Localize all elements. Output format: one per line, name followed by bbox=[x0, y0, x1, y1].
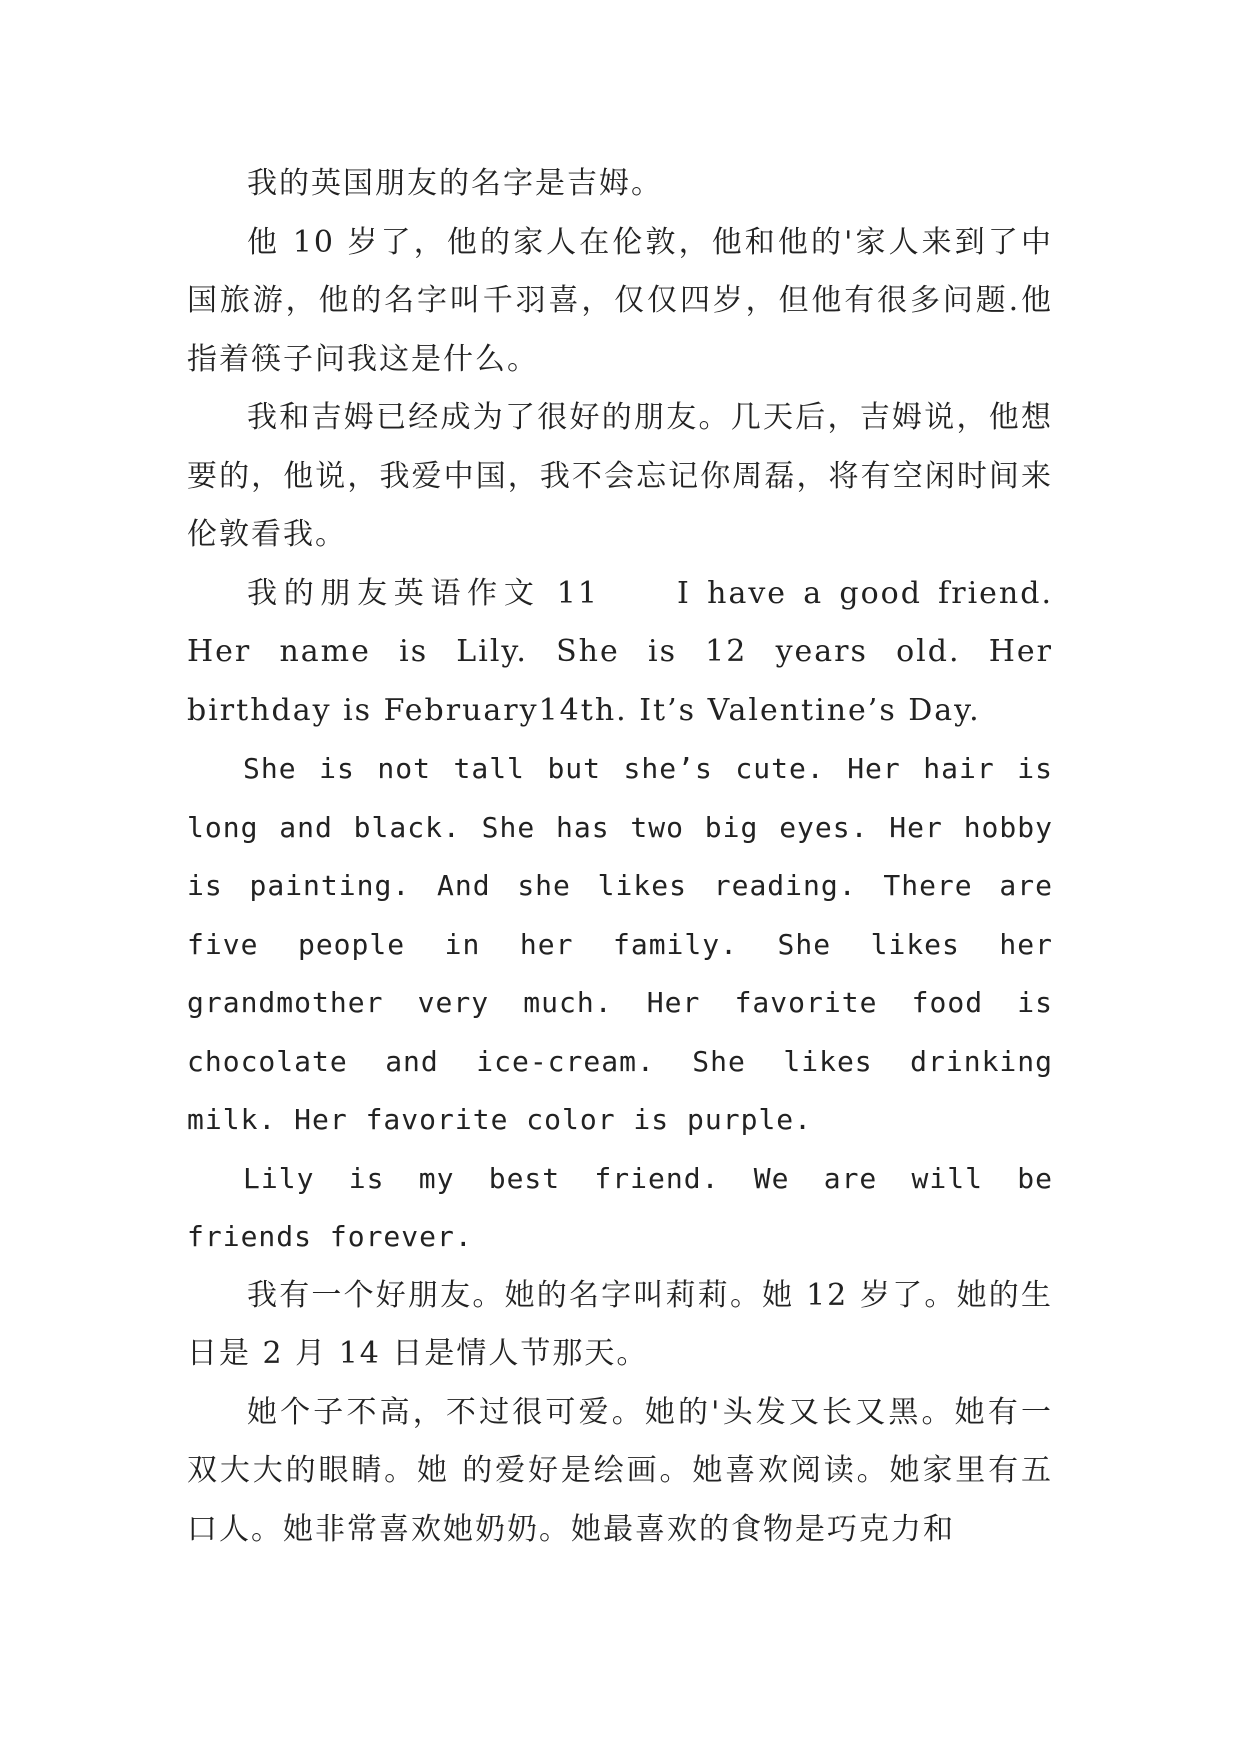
paragraph-1: 我的英国朋友的名字是吉姆。 bbox=[247, 166, 663, 201]
document-body bbox=[187, 155, 1053, 1559]
paragraph-6: Lily is my best friend. We are will be friends forever. bbox=[187, 1161, 1053, 1253]
paragraph-5: She is not tall but she’s cute. Her hair is long and black. She has two big eyes. Her hobby is painting. And she likes reading. There are five people in her family. She likes her grandmother very much. Her favorite food is chocolate and ice-cream. She likes drinking milk. Her favorite color is purple. bbox=[187, 752, 1053, 1136]
paragraph-3: 我和吉姆已经成为了很好的朋友。几天后，吉姆说，他想要的，他说，我爱中国，我不会忘记你周磊，将有空闲时间来伦敦看我。 bbox=[187, 400, 1053, 552]
paragraph-2: 他 10 岁了，他的家人在伦敦，他和他的'家人来到了中国旅游，他的名字叫千羽喜，仅仅四岁，但他有很多问题.他指着筷子问我这是什么。 bbox=[187, 224, 1053, 377]
paragraph-4: 我的朋友英语作文 11 I have a good friend. Her name is Lily. She is 12 years old. Her birthday is February14th. It’s Valentine’s Day. bbox=[187, 575, 1053, 728]
paragraph-7: 我有一个好朋友。她的名字叫莉莉。她 12 岁了。她的生日是 2 月 14 日是情人节那天。 bbox=[187, 1277, 1053, 1371]
paragraph-8: 她个子不高，不过很可爱。她的'头发又长又黑。她有一双大大的眼睛。她 的爱好是绘画。她喜欢阅读。她家里有五口人。她非常喜欢她奶奶。她最喜欢的食物是巧克力和 bbox=[187, 1394, 1053, 1547]
